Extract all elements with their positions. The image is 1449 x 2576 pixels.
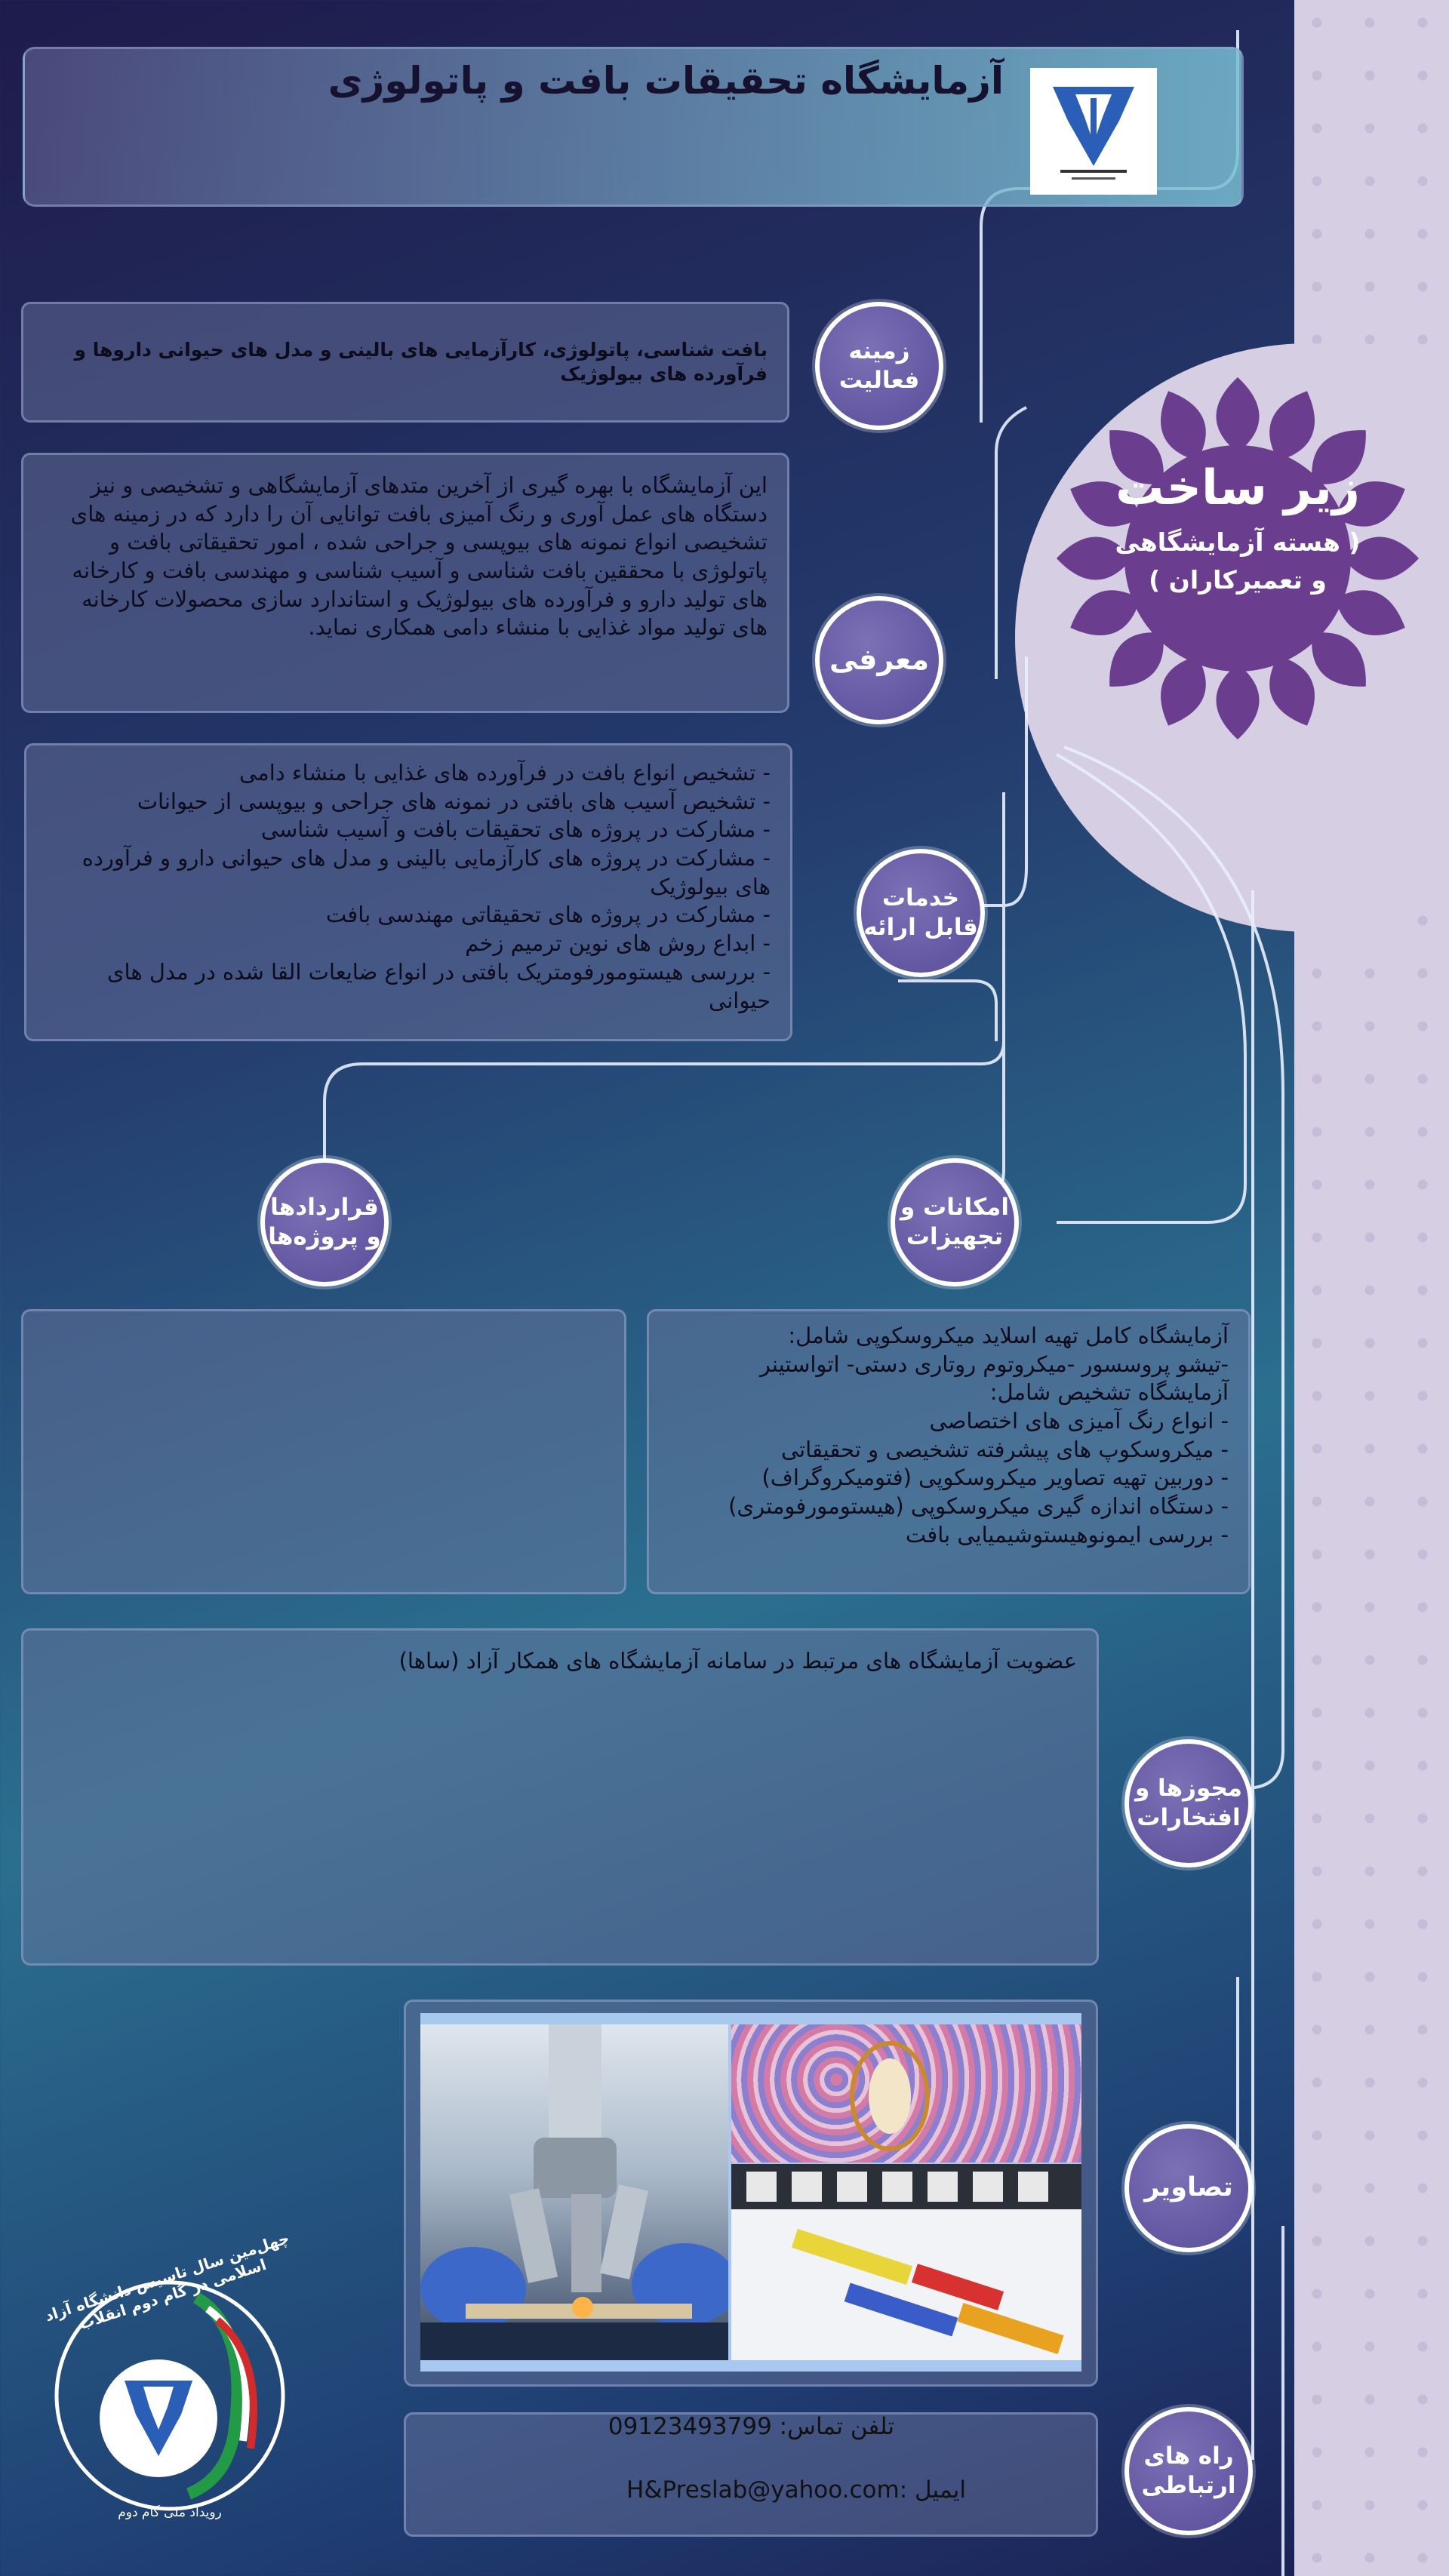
- tissue-cassettes-photo: [731, 2164, 1081, 2360]
- node-contracts-label: قراردادها و پروژه‌ها: [268, 1194, 381, 1250]
- anniversary-emblem: [42, 2228, 294, 2539]
- images-frame: [420, 2013, 1081, 2372]
- node-field: [815, 302, 943, 430]
- list-item: آزمایشگاه تشخیص شامل:: [989, 1379, 1229, 1406]
- tissue-pattern-icon: [731, 2024, 1081, 2163]
- contact-email: ایمیل :H&Preslab@yahoo.com: [626, 2476, 966, 2504]
- list-item: - مشارکت در پروژه های تحقیقاتی مهندسی بافت: [325, 902, 771, 928]
- node-images-label: تصاویر: [1144, 2172, 1233, 2203]
- licenses-text: عضویت آزمایشگاه های مرتبط در سامانه آزمایشگاه های همکار آزاد (ساها): [398, 1648, 1077, 1674]
- university-logo-icon: [1030, 68, 1157, 195]
- intro-panel: [21, 453, 789, 713]
- list-item: - بررسی ایمونوهیستوشیمیایی بافت: [905, 1521, 1229, 1548]
- licenses-panel: [21, 1628, 1099, 1966]
- list-item: - مشارکت در پروژه های تحقیقات بافت و آسیب شناسی: [260, 816, 771, 843]
- anniversary-motto: رویداد ملی گام دوم: [118, 2505, 222, 2520]
- equipment-list: [669, 1322, 1229, 1550]
- equipment-panel: [647, 1309, 1251, 1594]
- contact-phone: تلفن تماس: 09123493799: [608, 2413, 894, 2440]
- services-list: [46, 759, 771, 1015]
- anniversary-caption: چهل‌مین سال تاسیس دانشگاه آزاد اسلامی در گام دوم انقلاب: [42, 2228, 292, 2333]
- tissue-slide-photo: [731, 2024, 1081, 2163]
- list-item: - تشخیص آسیب های بافتی در نمونه های جراحی و بیوپسی از حیوانات: [137, 788, 771, 814]
- microscope-icon: [420, 2024, 728, 2360]
- list-item: -تیشو پروسسور -میکروتوم روتاری دستی- اتواستینر: [759, 1351, 1229, 1377]
- node-contracts: [260, 1158, 389, 1286]
- microscope-photo: [420, 2024, 728, 2360]
- field-panel: [21, 302, 789, 423]
- services-panel: [24, 743, 792, 1041]
- node-equipment: [891, 1158, 1019, 1286]
- node-services-label: خدمات قابل ارائه: [863, 884, 978, 941]
- cassettes-icon: [731, 2164, 1081, 2360]
- list-item: - دوربین تهیه تصاویر میکروسکوپی (فتومیکروگراف): [761, 1465, 1229, 1491]
- list-item: - انواع رنگ آمیزی های اختصاصی: [929, 1408, 1229, 1434]
- node-intro-label: معرفی: [829, 643, 929, 677]
- list-item: - تشخیص انواع بافت در فرآورده های غذایی با منشاء دامی: [239, 760, 771, 785]
- list-item: - میکروسکوپ های پیشرفته تشخیصی و تحقیقاتی: [780, 1436, 1229, 1462]
- badge-title: زیر ساخت: [1115, 460, 1360, 516]
- contracts-panel: [21, 1309, 626, 1594]
- page-title: آزمایشگاه تحقیقات بافت و پاتولوژی: [328, 59, 1004, 103]
- node-field-label: زمینه فعالیت: [838, 337, 920, 394]
- list-item: آزمایشگاه کامل تهیه اسلاید میکروسکوپی شامل:: [788, 1323, 1229, 1348]
- node-contact: [1124, 2407, 1253, 2535]
- field-text: بافت شناسی، پاتولوژی، کارآزمایی های بالینی و مدل های حیوانی داروها و فرآورده های بیولوژیک: [74, 338, 768, 385]
- node-equipment-label: امکانات و تجهیزات: [900, 1194, 1009, 1250]
- intro-text: این آزمایشگاه با بهره گیری از آخرین متدهای آزمایشگاهی و تشخیصی و نیز دستگاه های عمل آوری و رنگ آمیزی بافت توانایی آن را دارد که در زمینه های تشخیصی انواع نمونه های بیوپسی و جراحی شده ، امور تحقیقاتی بافت و پاتولوژی با محققین بافت شناسی و آسیب شناسی و مهندسی بافت و کارخانه های تولید دارو و فرآورده های بیولوژیک و استاندارد سازی محصولات کارخانه های تولید مواد غذایی با منشاء دامی همکاری نماید.: [70, 472, 768, 641]
- list-item: - ابداع روش های نوین ترمیم زخم: [465, 930, 771, 957]
- badge-subtitle: ( هسته آزمایشگاهی و تعمیرکاران ): [1115, 527, 1361, 595]
- node-licenses-label: مجوزها و افتخارات: [1134, 1775, 1242, 1831]
- node-intro: [815, 596, 943, 724]
- node-images: [1124, 2124, 1253, 2252]
- university-logo: [1030, 68, 1157, 195]
- list-item: - بررسی هیستومورفومتریک بافتی در انواع ضایعات القا شده در مدل های حیوانی: [106, 958, 771, 1013]
- node-licenses: [1124, 1739, 1253, 1867]
- node-contact-label: راه های ارتباطی: [1141, 2442, 1236, 2499]
- list-item: - دستگاه اندازه گیری میکروسکوپی (هیستومورفومتری): [728, 1493, 1229, 1520]
- list-item: - مشارکت در پروژه های کارآزمایی بالینی و مدل های حیوانی دارو و فرآورده های بیولوژیک: [82, 845, 771, 899]
- node-services: [857, 849, 985, 977]
